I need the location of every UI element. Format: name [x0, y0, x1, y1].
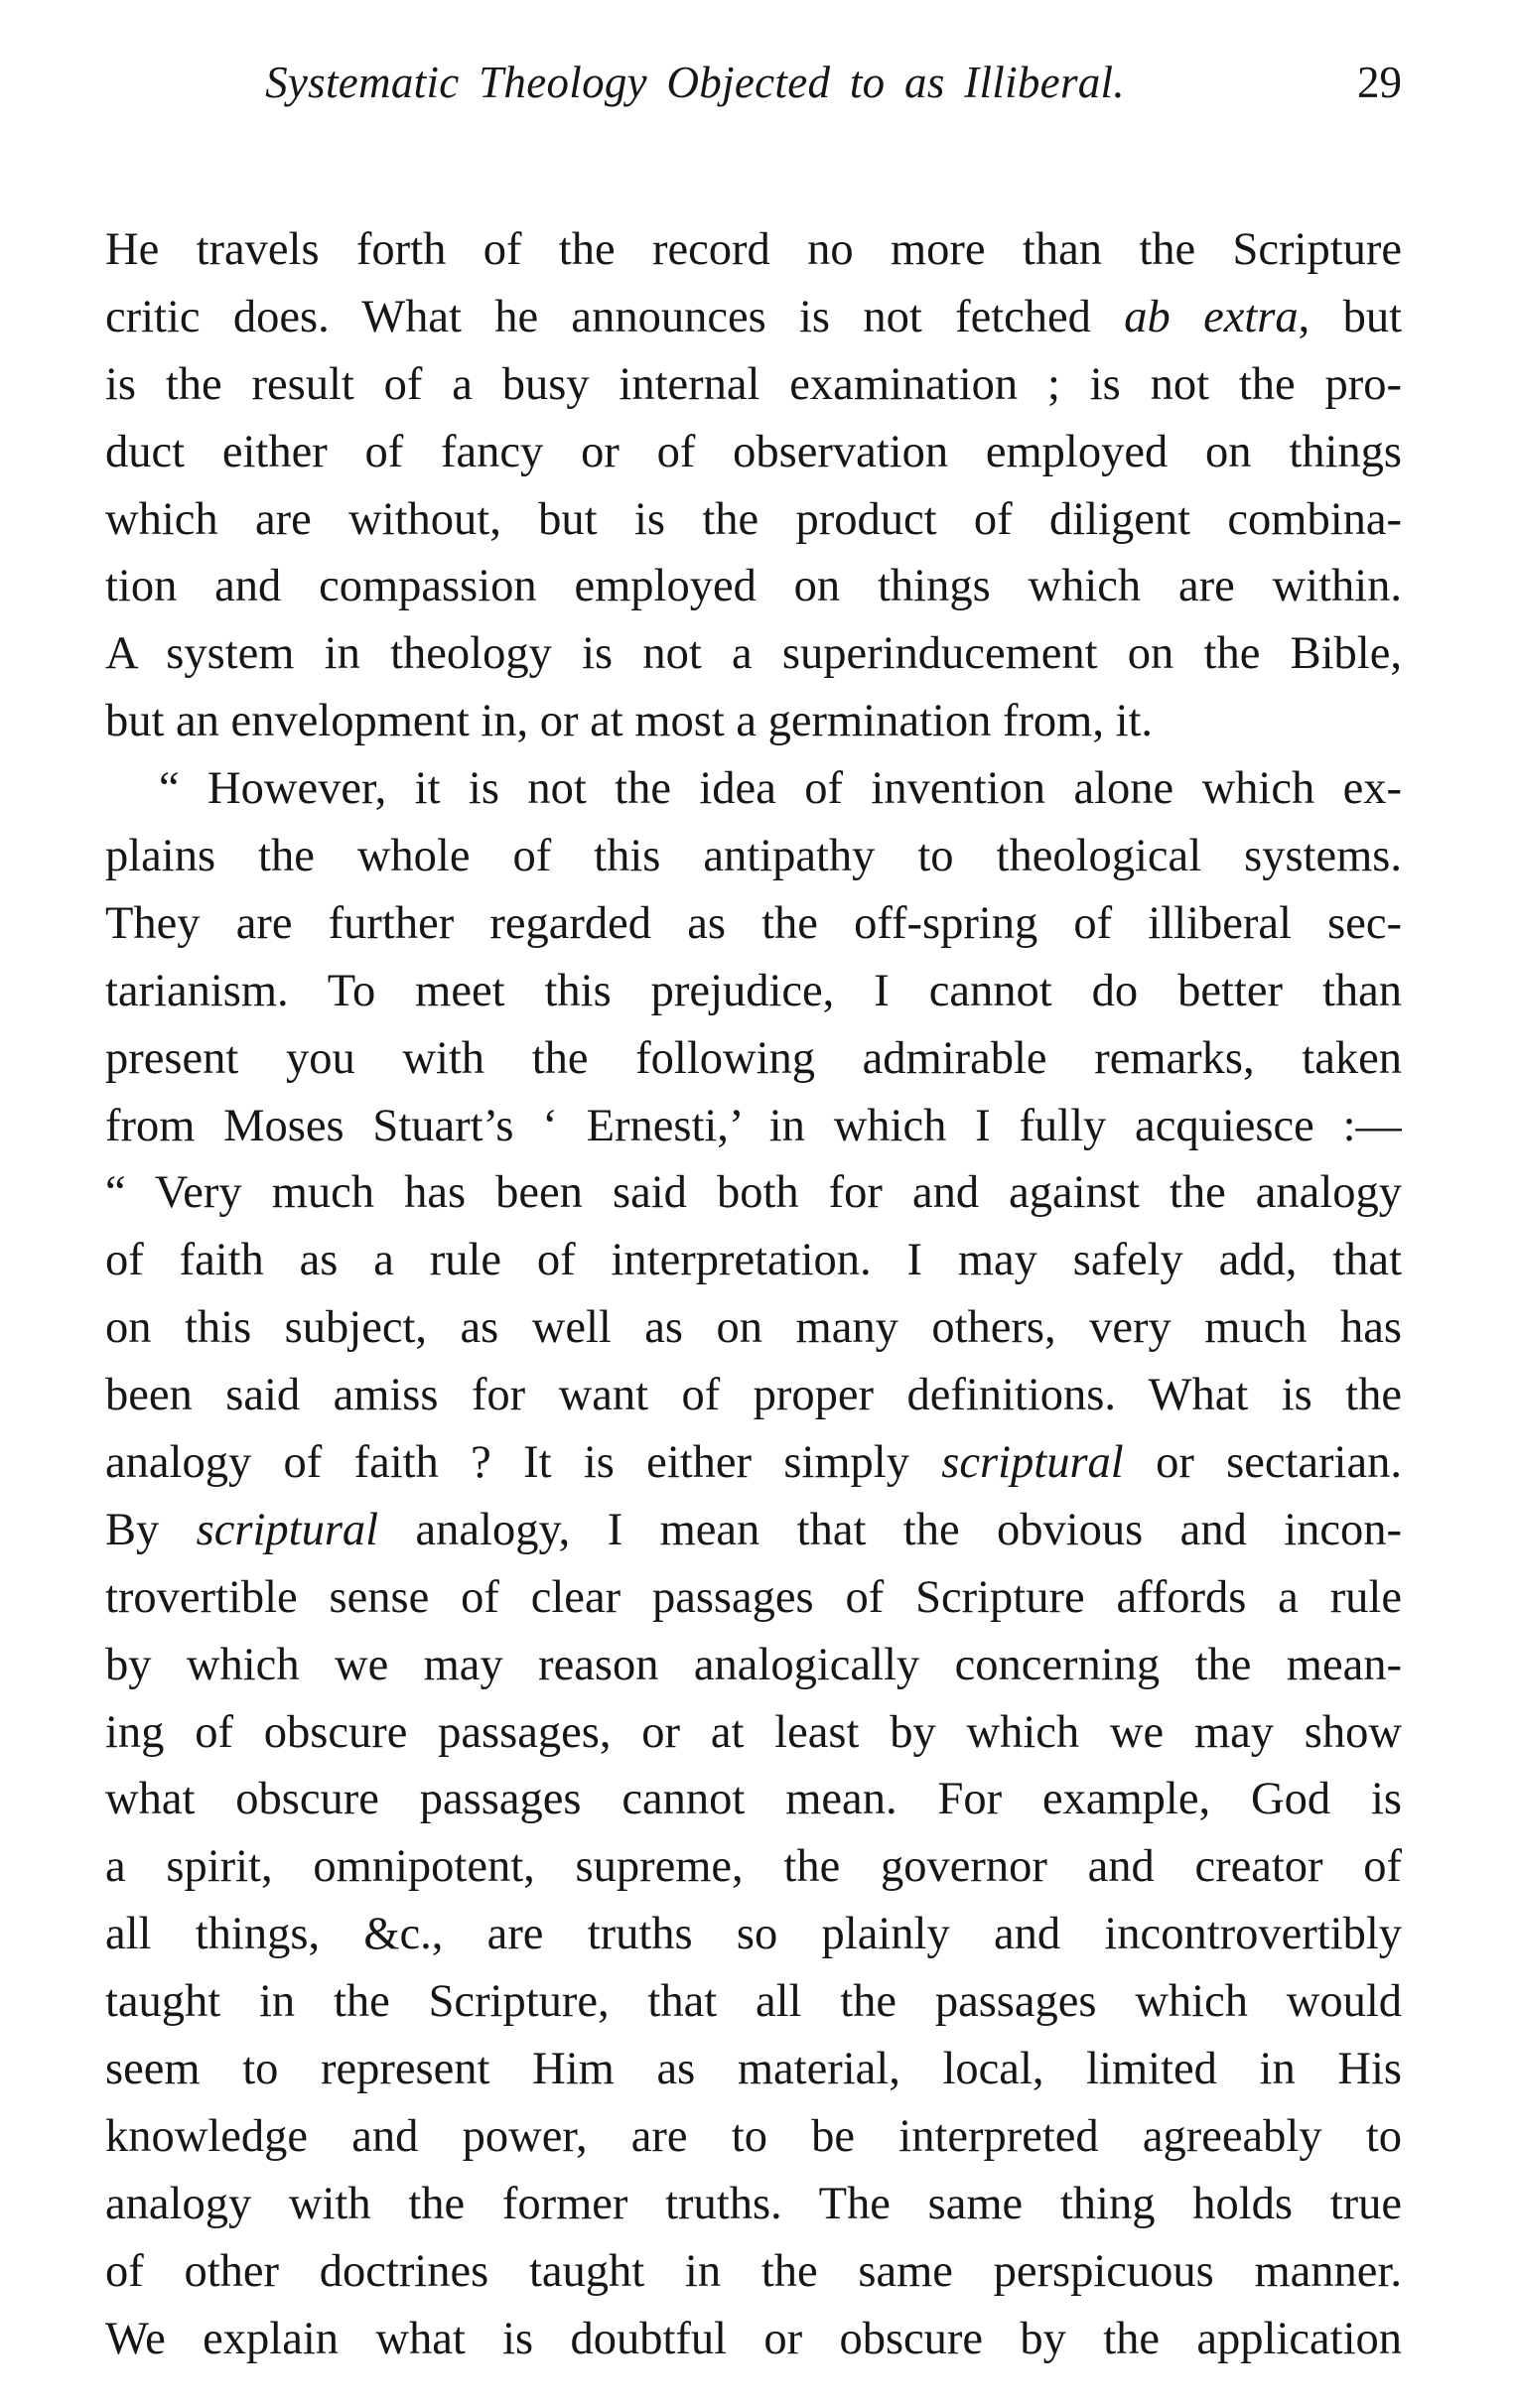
- text-line: of faith as a rule of interpretation. I may safely add, that: [105, 1235, 1402, 1286]
- text-line: of other doctrines taught in the same perspicuous manner.: [105, 2245, 1402, 2297]
- page-number: 29: [1357, 58, 1402, 107]
- text-line: all things, &c., are truths so plainly and incontrovertibly: [105, 1909, 1402, 1960]
- text-line: taught in the Scripture, that all the passages which would: [105, 1976, 1402, 2028]
- text-line: but an envelopment in, or at most a germination from, it.: [105, 696, 1154, 747]
- text-line: been said amiss for want of proper definitions. What is the: [105, 1370, 1402, 1421]
- page-header: [105, 50, 1402, 121]
- text-line: present you with the following admirable remarks, taken: [105, 1032, 1402, 1084]
- text-line: tion and compassion employed on things which are within.: [105, 561, 1402, 612]
- text-line: “ Very much has been said both for and against the analogy: [105, 1167, 1402, 1219]
- text-line: critic does. What he announces is not fetched ab extra, but: [105, 291, 1402, 342]
- text-line: ing of obscure passages, or at least by which we may show: [105, 1706, 1402, 1758]
- text-line: He travels forth of the record no more than the Scripture: [105, 224, 1402, 275]
- text-line: by which we may reason analogically concerning the mean-: [105, 1639, 1402, 1690]
- text-line: is the result of a busy internal examination ; is not the pro-: [105, 358, 1402, 410]
- text-line: plains the whole of this antipathy to theological systems.: [105, 831, 1402, 882]
- text-line: what obscure passages cannot mean. For example, God is: [105, 1774, 1402, 1825]
- text-line: analogy of faith ? It is either simply scriptural or sectarian.: [105, 1437, 1402, 1489]
- text-line: from Moses Stuart’s ‘ Ernesti,’ in which I fully acquiesce :—: [105, 1100, 1402, 1151]
- text-line: seem to represent Him as material, local, limited in His: [105, 2044, 1402, 2095]
- text-line: “ However, it is not the idea of invention alone which ex-: [159, 763, 1402, 815]
- text-line: By scriptural analogy, I mean that the obvious and incon-: [105, 1504, 1402, 1555]
- text-line: on this subject, as well as on many others, very much has: [105, 1302, 1402, 1354]
- text-line: A system in theology is not a superinducement on the Bible,: [105, 628, 1402, 680]
- text-line: duct either of fancy or of observation employed on things: [105, 426, 1402, 477]
- book-page: [105, 50, 1402, 2373]
- text-line: which are without, but is the product of diligent combina-: [105, 493, 1402, 545]
- text-line: knowledge and power, are to be interpreted agreeably to: [105, 2110, 1402, 2162]
- text-line: analogy with the former truths. The same thing holds true: [105, 2178, 1402, 2229]
- text-line: We explain what is doubtful or obscure by the application: [105, 2313, 1402, 2364]
- text-line: a spirit, omnipotent, supreme, the governor and creator of: [105, 1841, 1402, 1893]
- text-line: tarianism. To meet this prejudice, I cannot do better than: [105, 965, 1402, 1016]
- body-text: [105, 216, 1402, 2373]
- running-head: Systematic Theology Objected to as Illiberal.: [265, 58, 1125, 107]
- text-line: trovertible sense of clear passages of Scripture affords a rule: [105, 1571, 1402, 1623]
- text-line: They are further regarded as the off-spring of illiberal sec-: [105, 897, 1402, 949]
